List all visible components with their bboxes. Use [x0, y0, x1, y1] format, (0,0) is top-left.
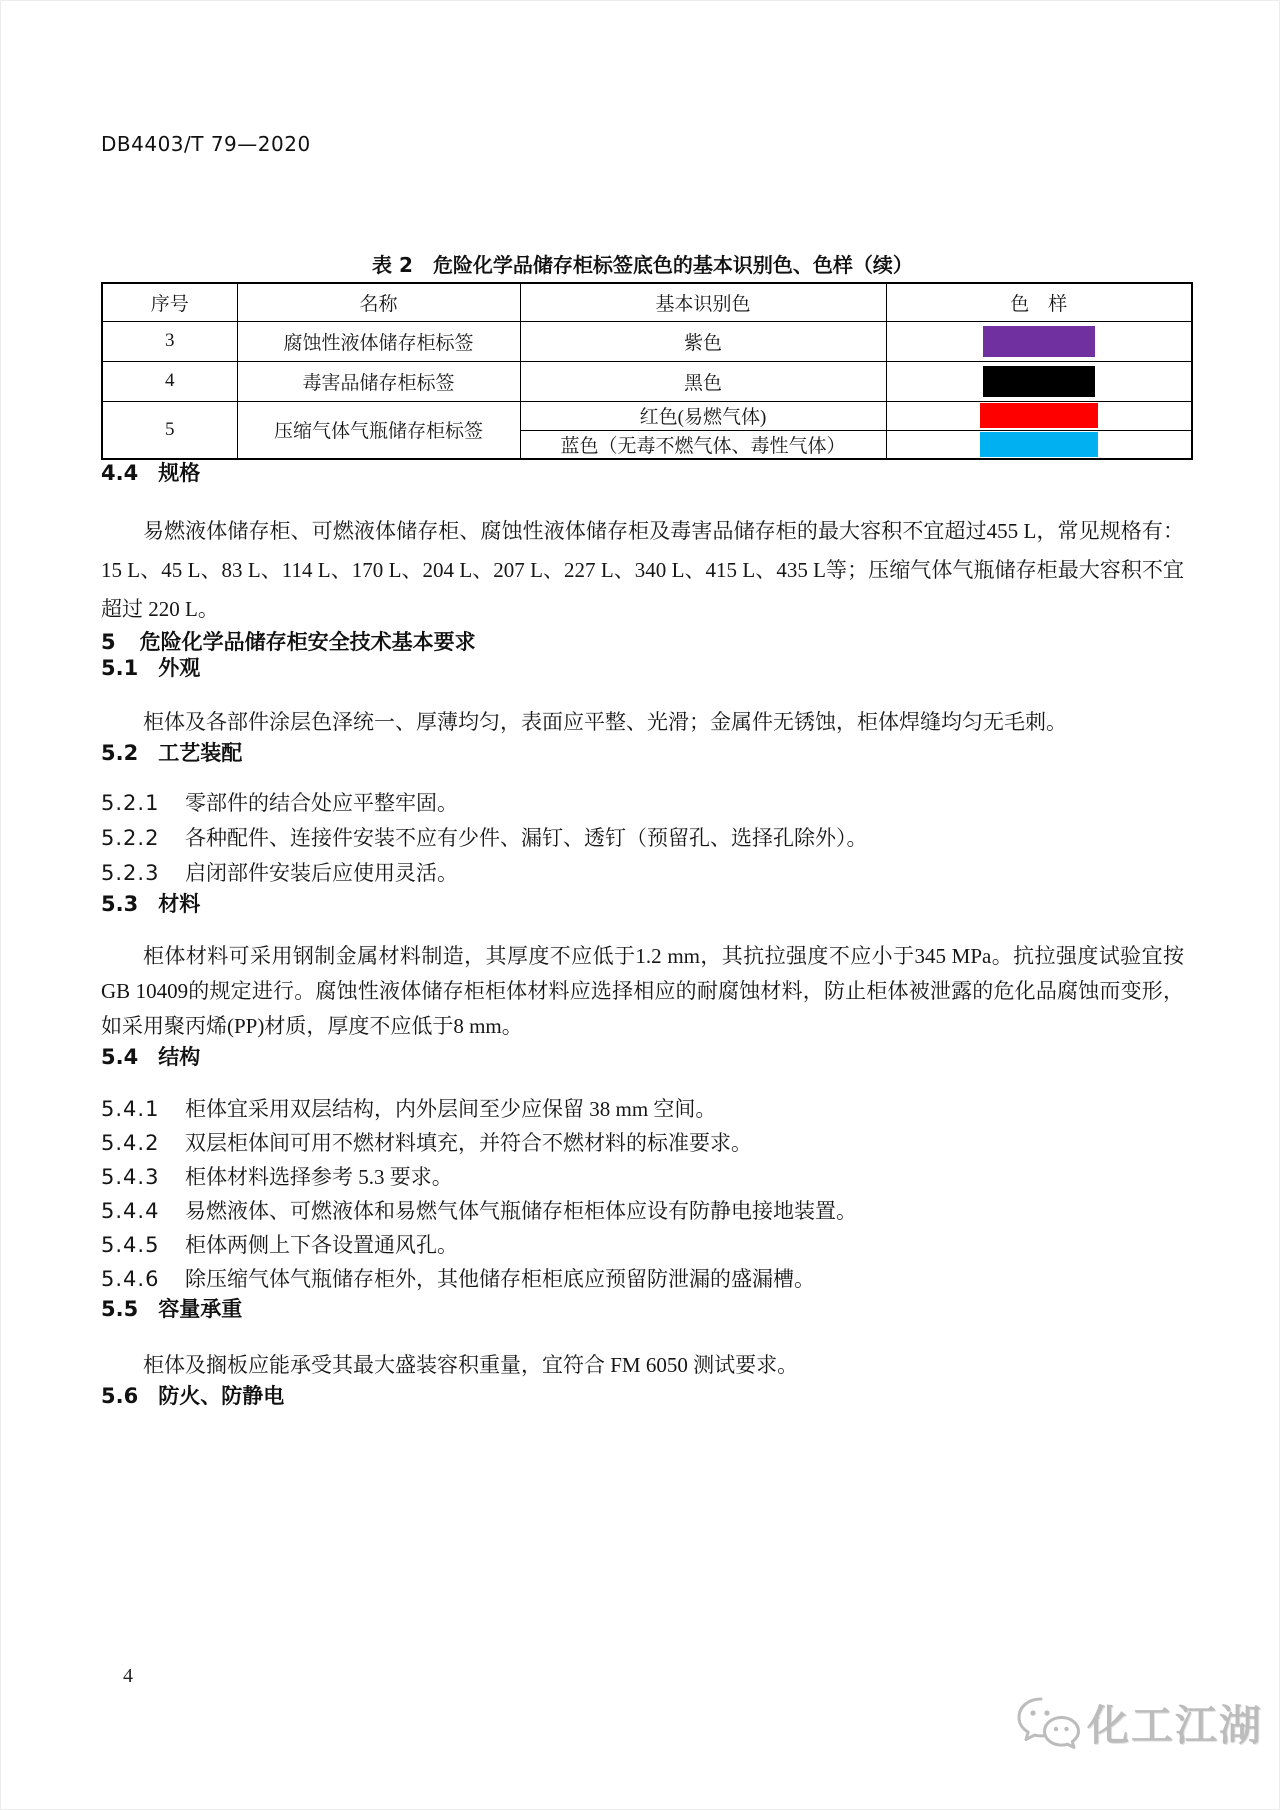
heading-number: 5.6 — [101, 1384, 139, 1408]
cell-color-label: 紫色 — [520, 321, 886, 361]
clause-text: 柜体两侧上下各设置通风孔。 — [185, 1233, 458, 1257]
table-row-5a — [102, 401, 1192, 430]
clause-number: 5.2.1 — [101, 791, 160, 815]
clause-5-2-2 — [101, 821, 1184, 856]
cell-sample — [886, 430, 1192, 459]
paragraph-4-4: 易燃液体储存柜、可燃液体储存柜、腐蚀性液体储存柜及毒害品储存柜的最大容积不宜超过455 L，常见规格有：15 L、45 L、83 L、114 L、170 L、204 L、207 L、227 L、340 L、415 L、435 L等；压缩气体气瓶储存柜最大容积不宜超过 220 L。 — [101, 519, 1184, 621]
col-header-name: 名称 — [237, 283, 520, 321]
page-number: 4 — [123, 1665, 133, 1687]
cell-name: 腐蚀性液体储存柜标签 — [237, 321, 520, 361]
clause-5-4-3 — [101, 1160, 1184, 1194]
heading-5-4 — [101, 1044, 1184, 1070]
table-row-3 — [102, 321, 1192, 361]
cell-color-label: 黑色 — [520, 361, 886, 401]
heading-number: 5.5 — [101, 1297, 139, 1321]
cell-sample — [886, 361, 1192, 401]
heading-text: 危险化学品储存柜安全技术基本要求 — [139, 630, 476, 654]
clause-number: 5.4.1 — [101, 1097, 160, 1121]
clause-5-2-1 — [101, 786, 1184, 821]
clause-text: 双层柜体间可用不燃材料填充，并符合不燃材料的标准要求。 — [185, 1131, 752, 1155]
clause-text: 除压缩气体气瓶储存柜外，其他储存柜柜底应预留防泄漏的盛漏槽。 — [185, 1267, 815, 1291]
heading-number: 5.4 — [101, 1045, 139, 1069]
clause-text: 零部件的结合处应平整牢固。 — [185, 791, 458, 815]
table-title-text: 危险化学品储存柜标签底色的基本识别色、色样（续） — [432, 253, 913, 277]
heading-5-5 — [101, 1296, 1184, 1322]
clause-5-4-2 — [101, 1126, 1184, 1160]
cell-color-label: 蓝色（无毒不燃气体、毒性气体） — [520, 430, 886, 459]
heading-text: 结构 — [158, 1045, 201, 1069]
heading-text: 规格 — [158, 461, 201, 485]
color-swatch-black — [983, 366, 1095, 397]
clause-number: 5.4.5 — [101, 1233, 160, 1257]
clause-number: 5.4.4 — [101, 1199, 160, 1223]
cell-sample — [886, 401, 1192, 430]
doc-code: DB4403/T 79—2020 — [101, 132, 311, 156]
clause-5-4-6 — [101, 1262, 1184, 1296]
clause-number: 5.2.2 — [101, 826, 160, 850]
clause-5-4-5 — [101, 1228, 1184, 1262]
wechat-icon — [1015, 1694, 1081, 1752]
clause-number: 5.4.3 — [101, 1165, 160, 1189]
color-swatch-blue — [980, 432, 1098, 457]
color-swatch-purple — [983, 326, 1095, 357]
clause-number: 5.2.3 — [101, 861, 160, 885]
clause-text: 各种配件、连接件安装不应有少件、漏钉、透钉（预留孔、选择孔除外）。 — [185, 826, 868, 850]
page-content — [1, 1, 1279, 1409]
paragraph-5-3: 柜体材料可采用钢制金属材料制造，其厚度不应低于1.2 mm，其抗拉强度不应小于345 MPa。抗拉强度试验宜按GB 10409的规定进行。腐蚀性液体储存柜柜体材料应选择相应的耐腐蚀材料，防止柜体被泄露的危化品腐蚀而变形，如采用聚丙烯(PP)材质，厚度不应低于8 mm。 — [101, 944, 1184, 1038]
heading-number: 5.3 — [101, 892, 139, 916]
heading-number: 4.4 — [101, 461, 139, 485]
clause-number: 5.4.6 — [101, 1267, 160, 1291]
cell-sample — [886, 321, 1192, 361]
heading-number: 5 — [101, 630, 116, 654]
col-header-sample: 色 样 — [886, 283, 1192, 321]
table-title — [101, 251, 1184, 279]
heading-text: 防火、防静电 — [158, 1384, 285, 1408]
cell-no: 4 — [102, 361, 237, 401]
cell-no: 5 — [102, 401, 237, 459]
paragraph-5-5: 柜体及搁板应能承受其最大盛装容积重量，宜符合 FM 6050 测试要求。 — [143, 1353, 799, 1377]
clause-5-4-4 — [101, 1194, 1184, 1228]
heading-text: 容量承重 — [158, 1297, 243, 1321]
table-row-4 — [102, 361, 1192, 401]
paragraph-5-1: 柜体及各部件涂层色泽统一、厚薄均匀，表面应平整、光滑；金属件无锈蚀，柜体焊缝均匀无毛刺。 — [143, 710, 1067, 734]
clause-list-5-4 — [101, 1092, 1184, 1296]
heading-number: 5.1 — [101, 656, 139, 680]
heading-text: 材料 — [158, 892, 201, 916]
heading-5-1 — [101, 655, 1184, 681]
heading-5-3 — [101, 891, 1184, 917]
heading-5-2 — [101, 740, 1184, 766]
color-sample-table — [101, 282, 1193, 460]
cell-name: 压缩气体气瓶储存柜标签 — [237, 401, 520, 459]
clause-5-4-1 — [101, 1092, 1184, 1126]
cell-color-label: 红色(易燃气体) — [520, 401, 886, 430]
table-header-row — [102, 283, 1192, 321]
cell-name: 毒害品储存柜标签 — [237, 361, 520, 401]
heading-number: 5.2 — [101, 741, 139, 765]
color-swatch-red — [980, 403, 1098, 428]
heading-5-6 — [101, 1383, 1184, 1409]
cell-no: 3 — [102, 321, 237, 361]
clause-number: 5.4.2 — [101, 1131, 160, 1155]
heading-5 — [101, 629, 1184, 655]
clause-5-2-3 — [101, 856, 1184, 891]
col-header-base-color: 基本识别色 — [520, 283, 886, 321]
heading-text: 工艺装配 — [158, 741, 243, 765]
brand-text: 化工江湖 — [1086, 1701, 1263, 1750]
clause-text: 柜体材料选择参考 5.3 要求。 — [185, 1165, 453, 1189]
clause-text: 易燃液体、可燃液体和易燃气体气瓶储存柜柜体应设有防静电接地装置。 — [185, 1199, 857, 1223]
clause-text: 启闭部件安装后应使用灵活。 — [185, 861, 458, 885]
col-header-no: 序号 — [102, 283, 237, 321]
brand-watermark — [1015, 1693, 1263, 1753]
clause-list-5-2 — [101, 786, 1184, 891]
table-title-label: 表 2 — [372, 253, 413, 277]
heading-text: 外观 — [158, 656, 201, 680]
clause-text: 柜体宜采用双层结构，内外层间至少应保留 38 mm 空间。 — [185, 1097, 717, 1121]
heading-4-4 — [101, 460, 1184, 486]
